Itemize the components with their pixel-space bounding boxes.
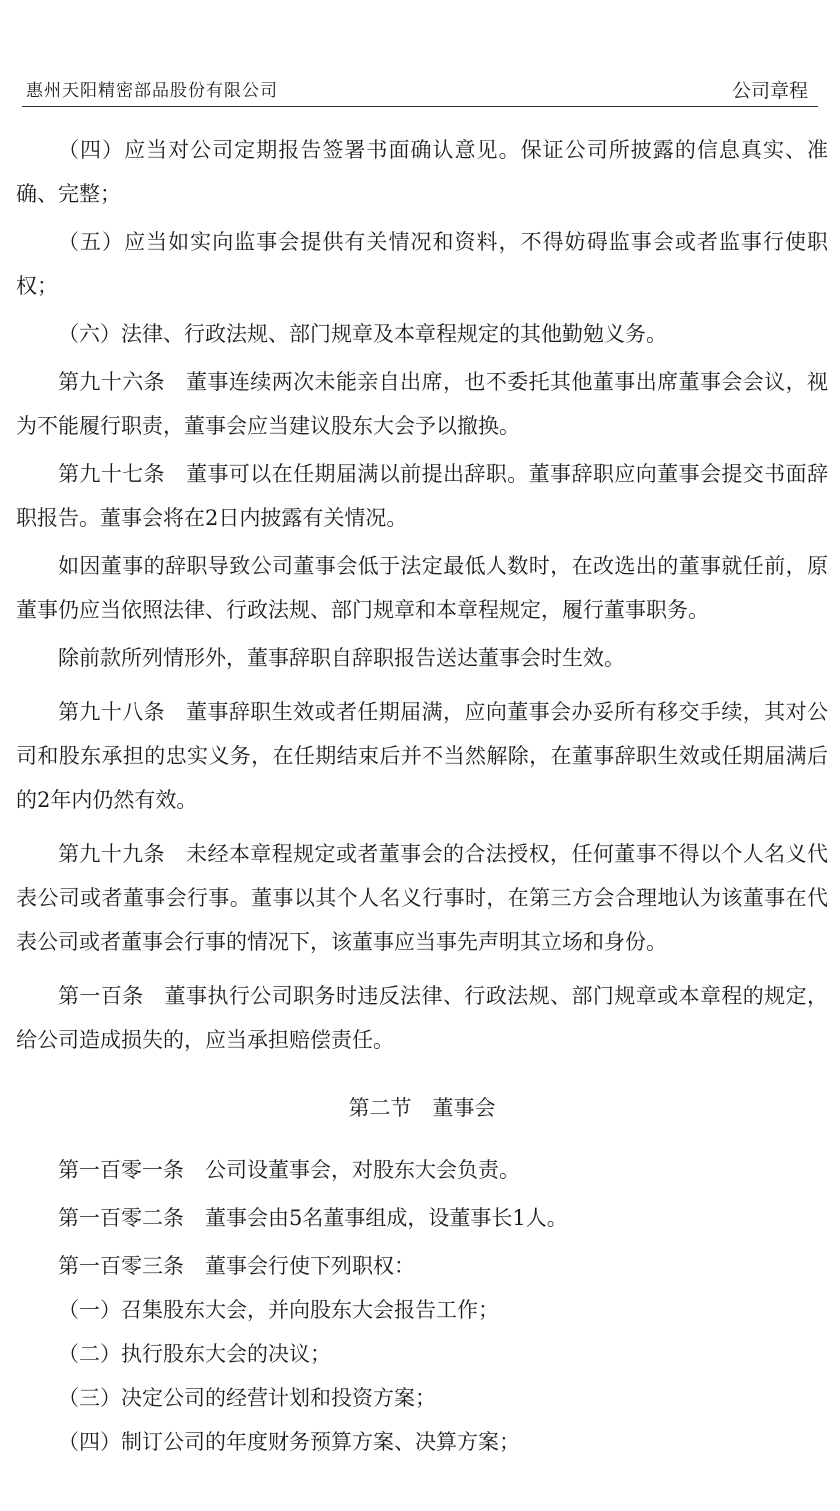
paragraph-text: （六）法律、行政法规、部门规章及本章程规定的其他勤勉义务。 — [58, 322, 667, 346]
article-number: 第一百零一条 — [58, 1158, 184, 1182]
article-102 — [16, 1196, 828, 1240]
article-96 — [16, 360, 828, 448]
list-item: （四）制订公司的年度财务预算方案、决算方案； — [58, 1430, 520, 1454]
section-number: 第二节 — [348, 1096, 412, 1120]
document-title: 公司章程 — [731, 80, 808, 102]
header-rule — [22, 106, 818, 107]
article-number: 第九十九条 — [58, 842, 166, 866]
company-name: 惠州天阳精密部品股份有限公司 — [26, 81, 278, 101]
paragraph-text: （四）应当对公司定期报告签署书面确认意见。保证公司所披露的信息真实、准确、完整； — [16, 138, 828, 206]
article-text: 董事可以在任期届满以前提出辞职。董事辞职应向董事会提交书面辞职报告。董事会将在2日内披露有关情况。 — [16, 462, 829, 530]
paragraph-text: 如因董事的辞职导致公司董事会低于法定最低人数时，在改选出的董事就任前，原董事仍应当依照法律、行政法规、部门规章和本章程规定，履行董事职务。 — [16, 554, 828, 622]
article-number: 第九十八条 — [58, 700, 166, 724]
article-text: 董事辞职生效或者任期届满，应向董事会办妥所有移交手续，其对公司和股东承担的忠实义务，在任期结束后并不当然解除，在董事辞职生效或任期届满后的2年内仍然有效。 — [16, 700, 829, 812]
article-97 — [16, 452, 828, 540]
article-text: 董事连续两次未能亲自出席，也不委托其他董事出席董事会会议，视为不能履行职责，董事会应当建议股东大会予以撤换。 — [16, 370, 829, 438]
paragraph — [16, 636, 828, 680]
article-text: 未经本章程规定或者董事会的合法授权，任何董事不得以个人名义代表公司或者董事会行事。董事以其个人名义行事时，在第三方会合理地认为该董事在代表公司或者董事会行事的情况下，该董事应当事先声明其立场和身份。 — [16, 842, 829, 954]
paragraph — [16, 312, 828, 356]
article-number: 第九十七条 — [58, 462, 166, 486]
document-body — [16, 128, 828, 1464]
section-title: 董事会 — [432, 1096, 496, 1120]
article-text: 董事会行使下列职权： — [205, 1254, 415, 1278]
article-number: 第一百条 — [58, 984, 144, 1008]
list-item: （二）执行股东大会的决议； — [58, 1342, 331, 1366]
article-text: 公司设董事会，对股东大会负责。 — [205, 1158, 520, 1182]
article-number: 第九十六条 — [58, 370, 166, 394]
article-99 — [16, 832, 828, 964]
paragraph — [16, 544, 828, 632]
page-header — [22, 76, 818, 104]
article-100 — [16, 974, 828, 1062]
list-item: （一）召集股东大会，并向股东大会报告工作； — [58, 1298, 499, 1322]
article-103 — [16, 1244, 828, 1288]
section-heading — [16, 1086, 828, 1130]
paragraph-text: 除前款所列情形外，董事辞职自辞职报告送达董事会时生效。 — [58, 646, 625, 670]
paragraph — [16, 128, 828, 216]
article-101 — [16, 1148, 828, 1192]
article-text: 董事会由5名董事组成，设董事长1人。 — [205, 1206, 568, 1230]
paragraph-text: （五）应当如实向监事会提供有关情况和资料，不得妨碍监事会或者监事行使职权； — [16, 230, 828, 298]
article-98 — [16, 690, 828, 822]
article-text: 董事执行公司职务时违反法律、行政法规、部门规章或本章程的规定，给公司造成损失的，应当承担赔偿责任。 — [16, 984, 829, 1052]
article-number: 第一百零三条 — [58, 1254, 184, 1278]
article-number: 第一百零二条 — [58, 1206, 184, 1230]
list-item: （三）决定公司的经营计划和投资方案； — [58, 1386, 436, 1410]
paragraph — [16, 220, 828, 308]
